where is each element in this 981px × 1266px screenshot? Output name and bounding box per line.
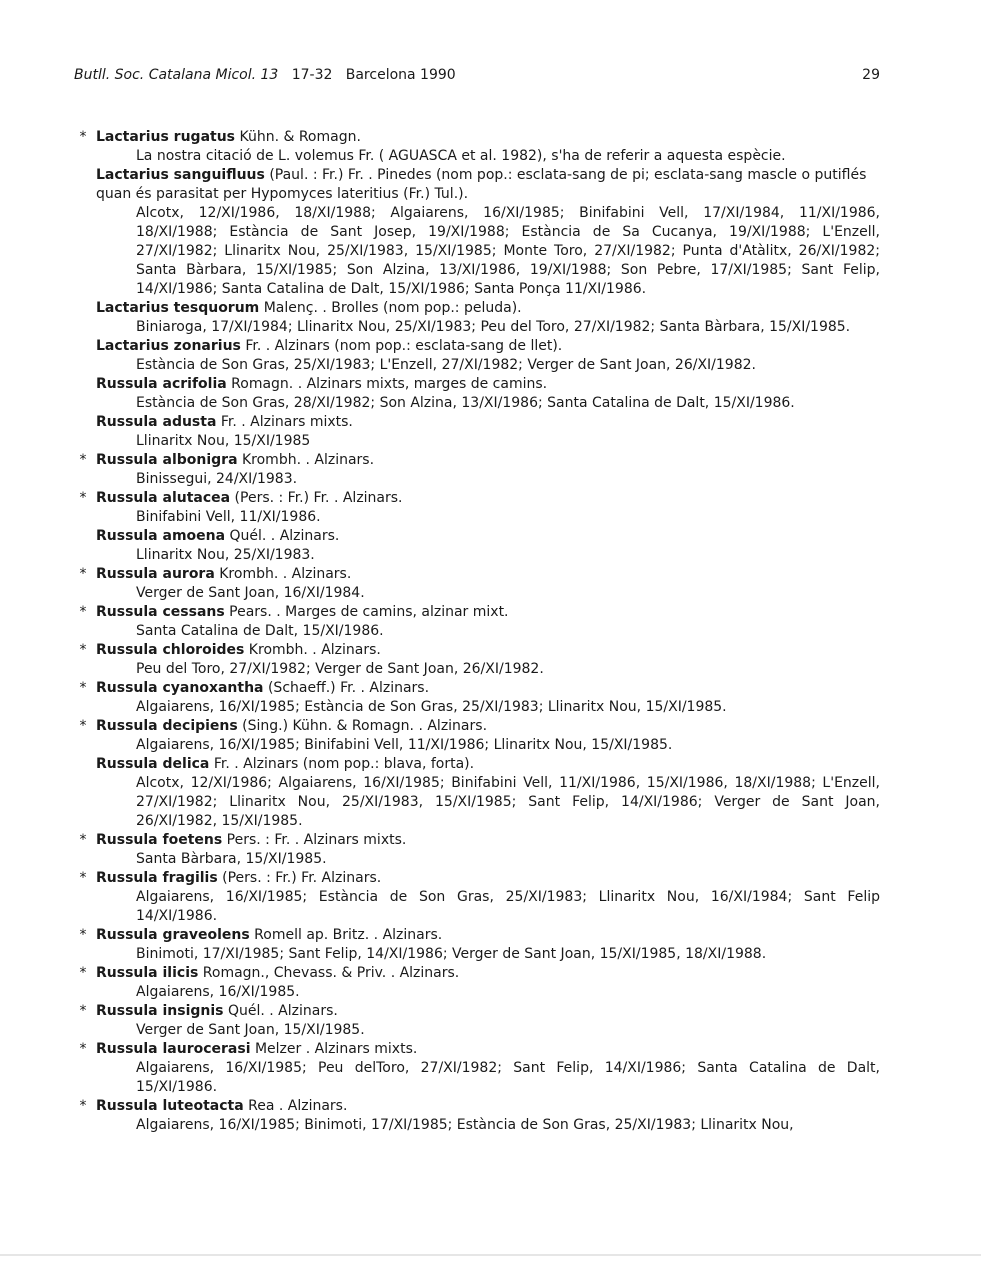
species-entry xyxy=(74,527,880,565)
species-heading xyxy=(96,869,880,888)
species-heading xyxy=(96,1040,880,1059)
species-name: Russula ilicis xyxy=(96,965,199,981)
species-entry xyxy=(74,964,880,1002)
species-heading xyxy=(96,717,880,736)
new-record-asterisk: * xyxy=(79,718,87,734)
locality-list: Biniaroga, 17/XI/1984; Llinaritx Nou, 25/XI/1983; Peu del Toro, 27/XI/1982; Santa Bàrbara, 15/XI/1985. xyxy=(136,319,851,335)
species-author-habitat: (Pers. : Fr.) Fr. Alzinars. xyxy=(217,870,382,886)
species-author-habitat: Kühn. & Romagn. xyxy=(235,129,361,145)
journal-pages: 17-32 xyxy=(291,67,333,83)
species-name: Russula cessans xyxy=(96,604,225,620)
species-entry xyxy=(74,166,880,299)
species-author-habitat: (Schaeff.) Fr. . Alzinars. xyxy=(263,680,430,696)
species-author-habitat: Pers. : Fr. . Alzinars mixts. xyxy=(222,832,407,848)
species-name: Russula foetens xyxy=(96,832,223,848)
species-author-habitat: Romell ap. Britz. . Alzinars. xyxy=(249,927,443,943)
species-heading xyxy=(96,166,880,204)
locality-list: Binimoti, 17/XI/1985; Sant Felip, 14/XI/1986; Verger de Sant Joan, 15/XI/1985, 18/XI/1988. xyxy=(136,946,767,962)
species-heading xyxy=(96,641,880,660)
species-heading xyxy=(96,413,880,432)
species-heading xyxy=(96,603,880,622)
locality-list: Verger de Sant Joan, 16/XI/1984. xyxy=(136,585,365,601)
species-heading xyxy=(96,489,880,508)
species-entry xyxy=(74,375,880,413)
new-record-asterisk: * xyxy=(79,642,87,658)
species-name: Russula alutacea xyxy=(96,490,231,506)
species-heading xyxy=(96,565,880,584)
species-heading xyxy=(96,679,880,698)
species-entry xyxy=(74,603,880,641)
species-name: Russula insignis xyxy=(96,1003,224,1019)
new-record-asterisk: * xyxy=(79,870,87,886)
species-entry xyxy=(74,679,880,717)
locality-list: Santa Bàrbara, 15/XI/1985. xyxy=(136,851,327,867)
species-entry xyxy=(74,1002,880,1040)
new-record-asterisk: * xyxy=(79,680,87,696)
species-name: Russula delica xyxy=(96,756,210,772)
species-list xyxy=(74,128,880,1135)
running-header xyxy=(74,66,880,86)
species-name: Russula albonigra xyxy=(96,452,238,468)
species-heading xyxy=(96,1097,880,1116)
locality-list: Algaiarens, 16/XI/1985; Peu delToro, 27/XI/1982; Sant Felip, 14/XI/1986; Santa Catalina de Dalt, 15/XI/1986. xyxy=(136,1060,880,1095)
species-author-habitat: Rea . Alzinars. xyxy=(243,1098,348,1114)
new-record-asterisk: * xyxy=(79,566,87,582)
species-author-habitat: Pears. . Marges de camins, alzinar mixt. xyxy=(224,604,509,620)
locality-list: Llinaritx Nou, 15/XI/1985 xyxy=(136,433,311,449)
species-heading xyxy=(96,128,880,147)
species-author-habitat: (Paul. : Fr.) Fr. . Pinedes (nom pop.: esclata-sang de pi; esclata-sang mascle o putiflés quan és parasitat per Hypomyces lateritius (Fr.) Tul.). xyxy=(96,167,867,202)
locality-list: Algaiarens, 16/XI/1985. xyxy=(136,984,300,1000)
journal-name: Butll. Soc. Catalana Micol. xyxy=(74,67,257,83)
species-heading xyxy=(96,299,880,318)
species-entry xyxy=(74,451,880,489)
species-heading xyxy=(96,831,880,850)
journal-volume: 13 xyxy=(260,67,279,83)
species-author-habitat: (Pers. : Fr.) Fr. . Alzinars. xyxy=(230,490,403,506)
species-name: Russula cyanoxantha xyxy=(96,680,264,696)
species-name: Lactarius zonarius xyxy=(96,338,241,354)
species-entry xyxy=(74,1097,880,1135)
species-author-habitat: Fr. . Alzinars (nom pop.: blava, forta). xyxy=(209,756,475,772)
species-heading xyxy=(96,1002,880,1021)
species-entry xyxy=(74,755,880,831)
locality-list: Estància de Son Gras, 28/XI/1982; Son Alzina, 13/XI/1986; Santa Catalina de Dalt, 15/XI/1986. xyxy=(136,395,795,411)
species-name: Russula decipiens xyxy=(96,718,238,734)
species-author-habitat: Fr. . Alzinars (nom pop.: esclata-sang de llet). xyxy=(240,338,563,354)
new-record-asterisk: * xyxy=(79,604,87,620)
new-record-asterisk: * xyxy=(79,452,87,468)
species-heading xyxy=(96,755,880,774)
species-name: Lactarius sanguifluus xyxy=(96,167,265,183)
species-name: Russula chloroides xyxy=(96,642,245,658)
species-name: Lactarius rugatus xyxy=(96,129,236,145)
locality-list: Verger de Sant Joan, 15/XI/1985. xyxy=(136,1022,365,1038)
locality-list: Peu del Toro, 27/XI/1982; Verger de Sant Joan, 26/XI/1982. xyxy=(136,661,544,677)
new-record-asterisk: * xyxy=(79,1041,87,1057)
species-heading xyxy=(96,527,880,546)
new-record-asterisk: * xyxy=(79,129,87,145)
species-entry xyxy=(74,831,880,869)
species-entry xyxy=(74,337,880,375)
species-entry xyxy=(74,489,880,527)
new-record-asterisk: * xyxy=(79,927,87,943)
species-heading xyxy=(96,337,880,356)
locality-list: Algaiarens, 16/XI/1985; Binimoti, 17/XI/1985; Estància de Son Gras, 25/XI/1983; Llinaritx Nou, xyxy=(136,1117,794,1133)
species-heading xyxy=(96,964,880,983)
species-name: Russula laurocerasi xyxy=(96,1041,251,1057)
locality-list: Llinaritx Nou, 25/XI/1983. xyxy=(136,547,315,563)
species-author-habitat: Romagn. . Alzinars mixts, marges de camins. xyxy=(226,376,548,392)
new-record-asterisk: * xyxy=(79,965,87,981)
species-entry xyxy=(74,869,880,926)
locality-list: Binissegui, 24/XI/1983. xyxy=(136,471,298,487)
locality-list: Santa Catalina de Dalt, 15/XI/1986. xyxy=(136,623,384,639)
locality-list: Binifabini Vell, 11/XI/1986. xyxy=(136,509,321,525)
footer-rule xyxy=(0,1254,981,1256)
species-name: Russula acrifolia xyxy=(96,376,227,392)
locality-list: Algaiarens, 16/XI/1985; Estància de Son Gras, 25/XI/1983; Llinaritx Nou, 16/XI/1984; Sant Felip 14/XI/1986. xyxy=(136,889,880,924)
species-name: Russula graveolens xyxy=(96,927,250,943)
species-entry xyxy=(74,128,880,166)
species-author-habitat: Melzer . Alzinars mixts. xyxy=(250,1041,418,1057)
species-author-habitat: Krombh. . Alzinars. xyxy=(237,452,375,468)
locality-list: Alcotx, 12/XI/1986, 18/XI/1988; Algaiarens, 16/XI/1985; Binifabini Vell, 17/XI/1984, 11/XI/1986, 18/XI/1988; Estància de Sant Josep, 19/XI/1988; Estància de Sa Cucanya, 19/XI/1988; L'Enzell, 27/XI/1982; Llinaritx Nou, 25/XI/1983, 15/XI/1985; Monte Toro, 27/XI/1982; Punta d'Atàlitx, 26/XI/1982; Santa Bàrbara, 15/XI/1985; Son Alzina, 13/XI/1986, 19/XI/1988; Son Pebre, 17/XI/1985; Sant Felip, 14/XI/1986; Santa Catalina de Dalt, 15/XI/1986; Santa Ponça 11/XI/1986. xyxy=(136,205,880,297)
locality-list: Algaiarens, 16/XI/1985; Binifabini Vell, 11/XI/1986; Llinaritx Nou, 15/XI/1985. xyxy=(136,737,673,753)
species-heading xyxy=(96,375,880,394)
species-name: Russula aurora xyxy=(96,566,215,582)
locality-list: Alcotx, 12/XI/1986; Algaiarens, 16/XI/1985; Binifabini Vell, 11/XI/1986, 15/XI/1986, 18/XI/1988; L'Enzell, 27/XI/1982; Llinaritx Nou, 25/XI/1983, 15/XI/1985; Sant Felip, 14/XI/1986; Verger de Sant Joan, 26/XI/1982, 15/XI/1985. xyxy=(136,775,880,829)
new-record-asterisk: * xyxy=(79,1098,87,1114)
species-name: Russula adusta xyxy=(96,414,217,430)
species-author-habitat: Quél. . Alzinars. xyxy=(225,528,340,544)
species-author-habitat: Krombh. . Alzinars. xyxy=(244,642,381,658)
new-record-asterisk: * xyxy=(79,832,87,848)
species-entry xyxy=(74,299,880,337)
species-heading xyxy=(96,451,880,470)
new-record-asterisk: * xyxy=(79,1003,87,1019)
locality-list: Estància de Son Gras, 25/XI/1983; L'Enzell, 27/XI/1982; Verger de Sant Joan, 26/XI/1982. xyxy=(136,357,756,373)
species-entry xyxy=(74,926,880,964)
species-author-habitat: Krombh. . Alzinars. xyxy=(214,566,352,582)
species-entry xyxy=(74,641,880,679)
species-entry xyxy=(74,413,880,451)
species-name: Lactarius tesquorum xyxy=(96,300,260,316)
species-entry xyxy=(74,717,880,755)
new-record-asterisk: * xyxy=(79,490,87,506)
species-entry xyxy=(74,565,880,603)
page-number: 29 xyxy=(862,67,880,83)
species-name: Russula fragilis xyxy=(96,870,218,886)
locality-list: La nostra citació de L. volemus Fr. ( AGUASCA et al. 1982), s'ha de referir a aquesta espècie. xyxy=(136,148,786,164)
journal-place-year: Barcelona 1990 xyxy=(345,67,456,83)
locality-list: Algaiarens, 16/XI/1985; Estància de Son Gras, 25/XI/1983; Llinaritx Nou, 15/XI/1985. xyxy=(136,699,727,715)
species-author-habitat: Romagn., Chevass. & Priv. . Alzinars. xyxy=(198,965,460,981)
species-author-habitat: Quél. . Alzinars. xyxy=(223,1003,338,1019)
species-author-habitat: Malenç. . Brolles (nom pop.: peluda). xyxy=(259,300,522,316)
species-heading xyxy=(96,926,880,945)
journal-citation xyxy=(74,66,456,85)
species-entry xyxy=(74,1040,880,1097)
species-name: Russula amoena xyxy=(96,528,226,544)
species-name: Russula luteotacta xyxy=(96,1098,244,1114)
species-author-habitat: Fr. . Alzinars mixts. xyxy=(216,414,353,430)
species-author-habitat: (Sing.) Kühn. & Romagn. . Alzinars. xyxy=(237,718,488,734)
